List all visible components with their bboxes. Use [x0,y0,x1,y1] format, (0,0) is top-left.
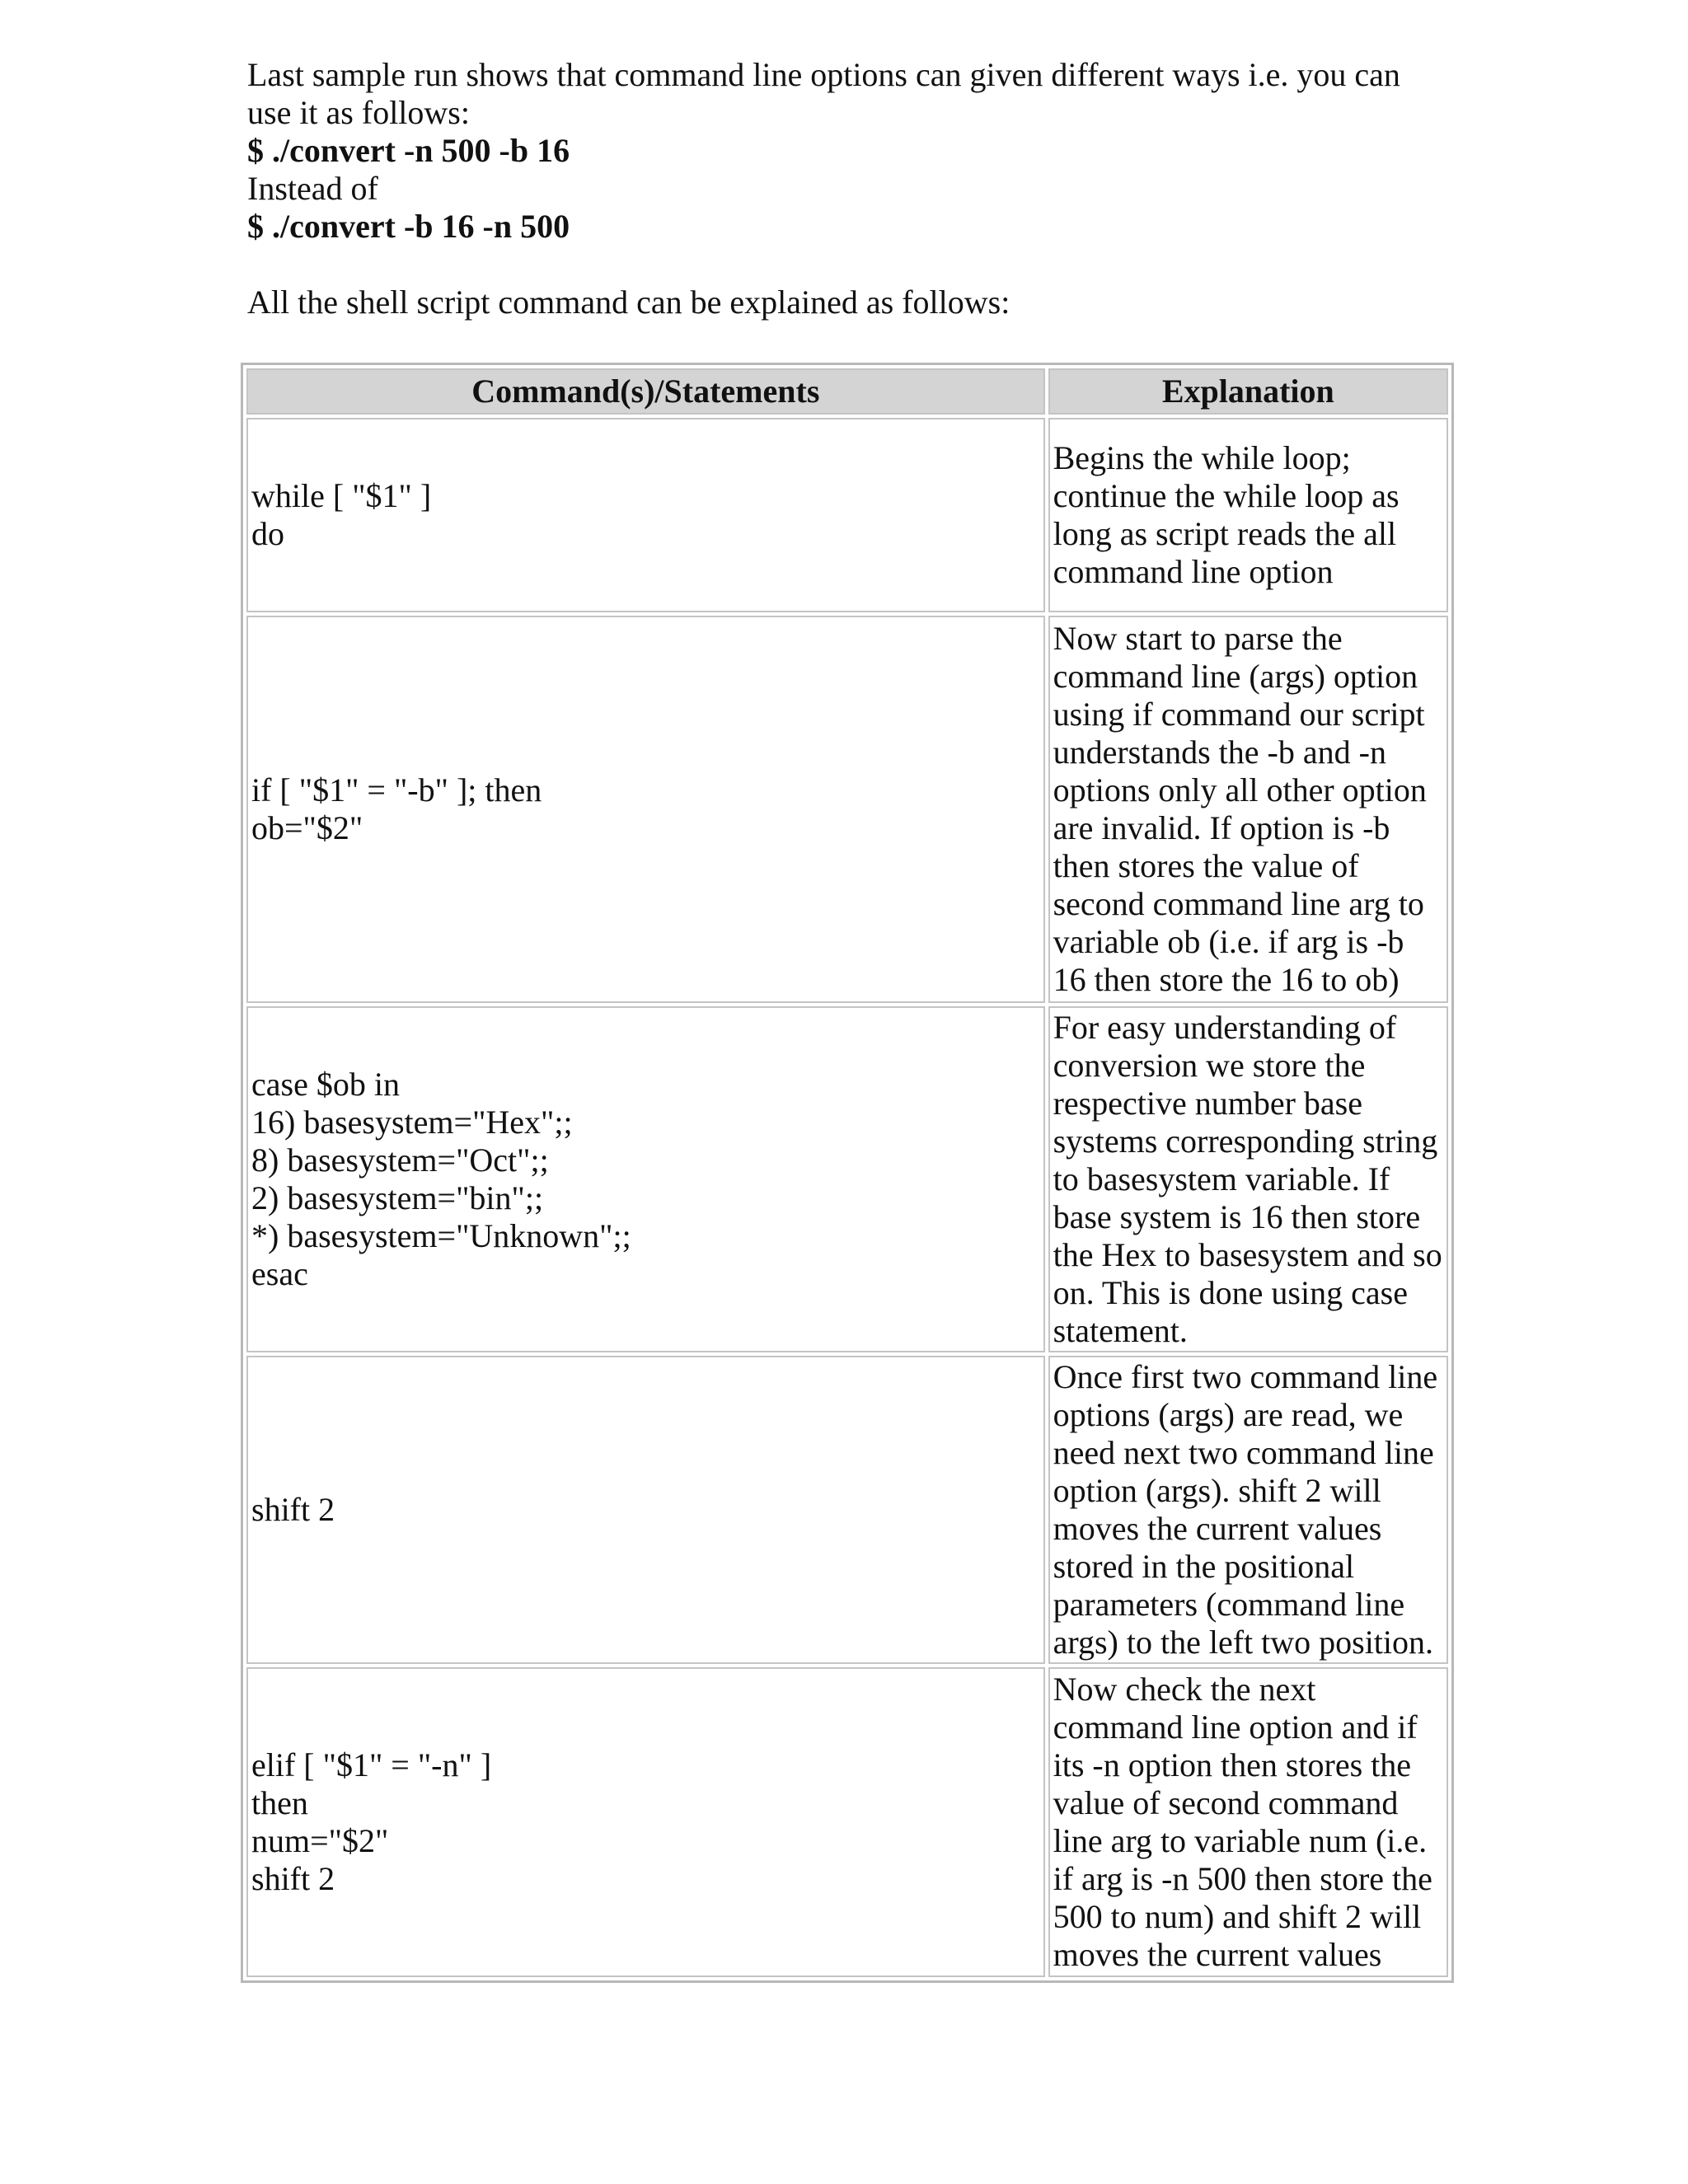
intro-line-1: Last sample run shows that command line options can given different ways i.e. you can [247,56,1400,93]
table-header-row [246,368,1448,415]
command-line: shift 2 [251,1491,335,1528]
command-line: num="$2" [251,1822,389,1859]
command-line: 2) basesystem="bin";; [251,1179,544,1216]
header-commands: Command(s)/Statements [246,368,1045,415]
table-row [246,1006,1448,1352]
explanation-table [241,363,1454,1983]
command-line: shift 2 [251,1860,335,1897]
command-line: elif [ "$1" = "-n" ] [251,1746,492,1783]
command-cell [246,1667,1045,1977]
example-command-2: $ ./convert -b 16 -n 500 [247,208,570,245]
command-line: then [251,1784,308,1821]
command-line: *) basesystem="Unknown";; [251,1217,631,1254]
example-command-1: $ ./convert -n 500 -b 16 [247,132,570,169]
table-row [246,418,1448,612]
command-line: 8) basesystem="Oct";; [251,1141,549,1179]
command-line: ob="$2" [251,809,363,846]
table-row [246,1667,1448,1977]
command-cell [246,1006,1045,1352]
command-line: do [251,515,284,552]
command-line: while [ "$1" ] [251,477,432,514]
command-line: esac [251,1255,308,1292]
explanation-cell: Now start to parse the command line (args) option using if command our script understands the -b and -n options only all other option are invalid. If option is -b then stores the value of second command line arg to variable ob (i.e. if arg is -b 16 then store the 16 to ob) [1048,616,1448,1003]
command-line: 16) basesystem="Hex";; [251,1104,573,1141]
explanation-cell: Once first two command line options (args) are read, we need next two command line option (args). shift 2 will moves the current values stored in the positional parameters (command line args) to the left two position. [1048,1356,1448,1664]
instead-of-text: Instead of [247,170,378,207]
explanation-cell: Now check the next command line option and if its -n option then stores the value of second command line arg to variable num (i.e. if arg is -n 500 then store the 500 to num) and shift 2 will moves the current values [1048,1667,1448,1977]
command-cell [246,616,1045,1003]
header-explanation: Explanation [1048,368,1448,415]
paragraph-gap [247,246,1451,284]
summary-text: All the shell script command can be explained as follows: [247,284,1010,321]
explanation-cell: For easy understanding of conversion we store the respective number base systems corresponding string to basesystem variable. If base system is 16 then store the Hex to basesystem and so on. This is done using case statement. [1048,1006,1448,1352]
table-row [246,1356,1448,1664]
command-cell [246,1356,1045,1664]
command-line: if [ "$1" = "-b" ]; then [251,771,542,808]
command-line: case $ob in [251,1066,400,1103]
intro-line-2: use it as follows: [247,94,470,131]
table-row [246,616,1448,1003]
command-cell [246,418,1045,612]
explanation-cell: Begins the while loop; continue the while loop as long as script reads the all command line option [1048,418,1448,612]
intro-section [247,56,1451,321]
